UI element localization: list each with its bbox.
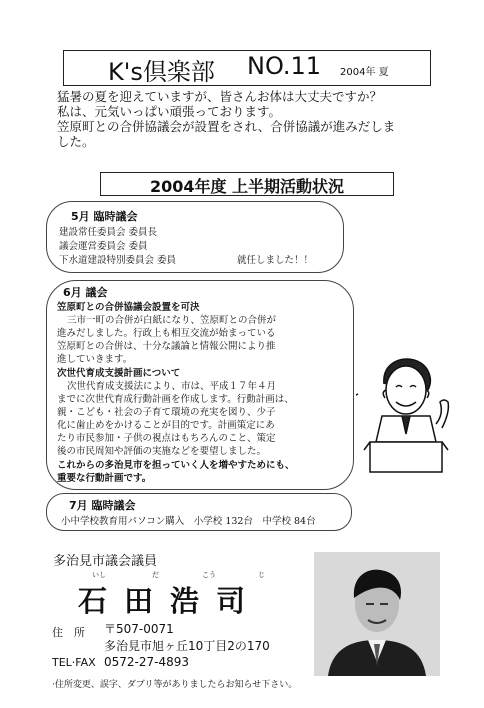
june-heading: 6月 議会 — [63, 286, 108, 299]
name-ruby: こう — [202, 571, 216, 579]
june-closing: これからの多治見市を担っていく人を増やすためにも、 — [57, 460, 295, 471]
portrait-icon — [314, 552, 440, 676]
caricature-illustration — [356, 354, 456, 478]
may-note: 就任しました！！ — [237, 255, 314, 266]
june-line: 化に歯止めをかけることが目的です。計画策定にあ — [57, 420, 275, 431]
name-ruby: いし — [92, 571, 106, 579]
may-heading: 5月 臨時議会 — [71, 210, 138, 223]
may-line: 議会運営委員会 委員 — [59, 241, 148, 252]
masthead — [63, 50, 431, 86]
june-line: 次世代育成支援法により、市は、平成１７年４月 — [67, 381, 277, 392]
intro-line: 私は、元気いっぱい頑張っております。 — [57, 104, 282, 119]
june-subheading: 笠原町との合併協議会設置を可決 — [57, 302, 200, 313]
june-line: 三市一町の合併が白紙になり、笠原町との合併が — [67, 315, 277, 326]
council-member-title: 多治見市議会議員 — [53, 554, 158, 569]
june-subheading: 次世代育成支援計画について — [57, 368, 181, 379]
may-line: 下水道建設特別委員会 委員 — [59, 255, 177, 266]
may-line: 建設常任委員会 委員長 — [59, 227, 158, 238]
portrait-photo — [314, 552, 440, 676]
july-heading: 7月 臨時議会 — [69, 499, 136, 512]
caricature-icon — [356, 354, 456, 478]
intro-line: 猛暑の夏を迎えていますが、皆さんお体は大丈夫ですか？ — [57, 89, 383, 104]
june-line: 進していきます。 — [57, 354, 133, 365]
june-line: 親・こども・社会の子育て環境の充実を図り、少子 — [57, 407, 276, 418]
intro-text — [57, 89, 437, 149]
section-title-box — [100, 172, 394, 196]
june-line: 後の市民周知や評価の実施などを要望しました。 — [57, 446, 267, 457]
address-label: 住 所 — [52, 626, 85, 639]
june-line: たり市民参加・子供の視点はもちろんのこと、策定 — [57, 433, 276, 444]
may-bubble — [46, 201, 344, 273]
address: 多治見市旭ヶ丘10丁目2の170 — [104, 639, 270, 653]
june-bubble — [46, 280, 354, 490]
telfax-number: 0572-27-4893 — [104, 655, 190, 669]
member-name: 石田浩司 — [78, 584, 263, 618]
issue-date: 2004年 夏 — [340, 67, 389, 78]
telfax-label: TEL·FAX — [52, 656, 96, 669]
intro-line: 笠原町との合併協議会が設置をされ、合併協議が進みだしま — [57, 119, 396, 134]
june-line: 笠原町との合併は、十分な議論と情報公開により推 — [57, 341, 276, 352]
footer-note: ·住所変更、誤字、ダブリ等がありましたらお知らせ下さい。 — [52, 680, 298, 690]
july-line: 小中学校教育用パソコン購入 小学校 132台 中学校 84台 — [61, 516, 316, 527]
postal-code: 〒507-0071 — [104, 622, 174, 636]
june-closing: 重要な行動計画です。 — [57, 473, 152, 484]
june-line: までに次世代育成行動計画を作成します。行動計画は、 — [57, 394, 294, 405]
issue-number: NO.11 — [247, 52, 322, 80]
section-title: 2004年度 上半期活動状況 — [149, 177, 345, 196]
june-line: 進みだしました。行政上も相互交流が始まっている — [57, 328, 276, 339]
july-bubble — [46, 493, 352, 531]
name-ruby: じ — [258, 571, 265, 579]
name-ruby: だ — [152, 571, 159, 579]
intro-line: した。 — [57, 134, 95, 149]
newsletter-title: K's倶楽部 — [108, 58, 215, 86]
